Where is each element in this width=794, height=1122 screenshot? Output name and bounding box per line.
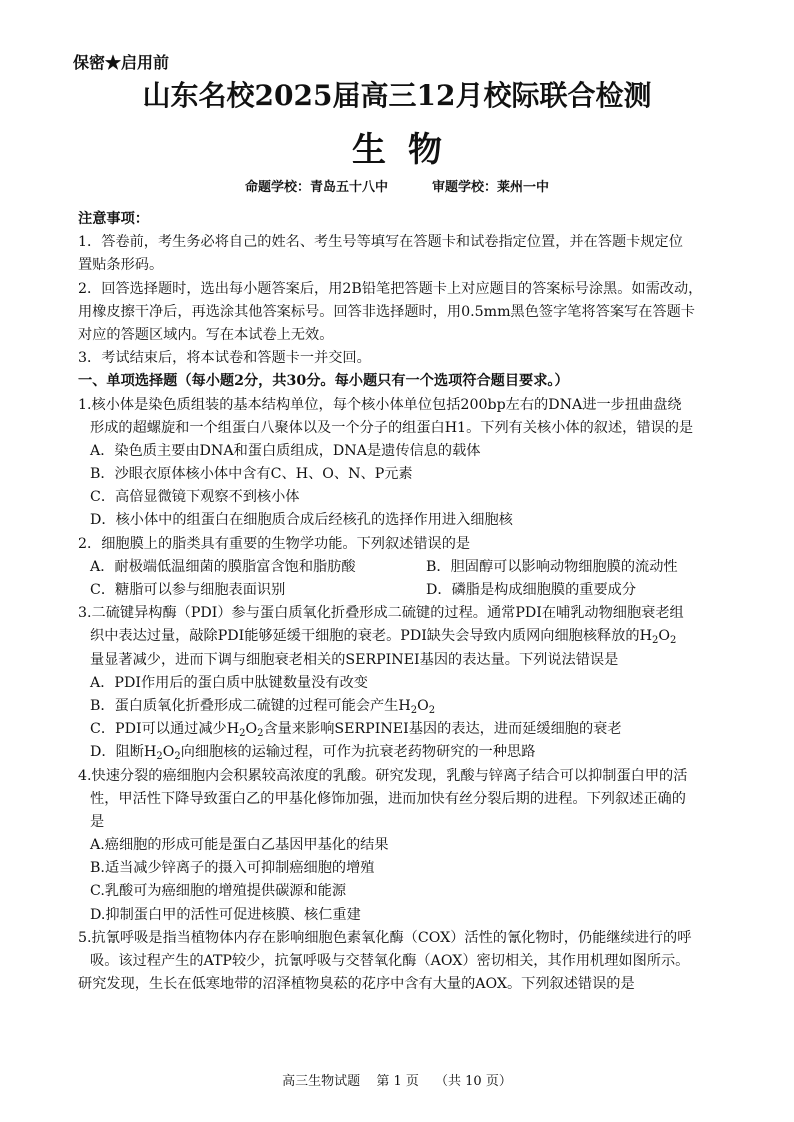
notice-line: 2．回答选择题时，选出每小题答案后，用2B铅笔把答题卡上对应题目的答案标号涂黑。如需改动，: [78, 280, 703, 297]
confidential-label: 保密★启用前: [73, 53, 170, 72]
question-1-option-b: B．沙眼衣原体核小体中含有C、H、O、N、P元素: [90, 466, 413, 483]
question-1-stem: 1.核小体是染色质组装的基本结构单位，每个核小体单位包括200bp左右的DNA进一步扭曲盘绕: [78, 396, 682, 413]
question-5-stem: 吸。该过程产生的ATP较少，抗氰呼吸与交替氧化酶（AOX）密切相关，其作用机理如图所示。: [90, 953, 690, 969]
question-4-option-a: A.癌细胞的形成可能是蛋白乙基因甲基化的结果: [90, 837, 389, 854]
notice-heading: 注意事项：: [78, 211, 149, 227]
notice-line: 置贴条形码。: [78, 257, 164, 274]
question-4-stem: 性，甲活性下降导致蛋白乙的甲基化修饰加强，进而加快有丝分裂后期的进程。下列叙述正确的: [90, 790, 686, 807]
school-info: [0, 176, 794, 195]
question-4-option-d: D.抑制蛋白甲的活性可促进核膜、核仁重建: [90, 906, 361, 923]
notice-line: 1．答卷前，考生务必将自己的姓名、考生号等填写在答题卡和试卷指定位置，并在答题卡规定位: [78, 234, 683, 251]
notice-line: 3．考试结束后，将本试卷和答题卡一并交回。: [78, 350, 371, 367]
question-1-option-a: A．染色质主要由DNA和蛋白质组成，DNA是遗传信息的载体: [90, 442, 481, 459]
subject-title: 生物: [352, 130, 464, 170]
setter-school: 命题学校：青岛五十八中: [244, 180, 388, 195]
reviewer-school: 审题学校：莱州一中: [432, 180, 550, 195]
section-heading: 一、单项选择题（每小题2分，共30分。每小题只有一个选项符合题目要求。）: [78, 373, 569, 390]
question-2-stem: 2．细胞膜上的脂类具有重要的生物学功能。下列叙述错误的是: [78, 535, 471, 552]
question-4-option-c: C.乳酸可为癌细胞的增殖提供碳源和能源: [90, 883, 347, 900]
question-2-option-a: A．耐极端低温细菌的膜脂富含饱和脂肪酸: [90, 558, 356, 575]
footer-paper-name: 高三生物试题: [282, 1074, 361, 1089]
question-2-options-row: [78, 556, 768, 579]
question-5-stem: 5.抗氰呼吸是指当植物体内存在影响细胞色素氧化酶（COX）活性的氰化物时，仍能继续进行的呼: [78, 929, 692, 946]
question-2-option-b: B．胆固醇可以影响动物细胞膜的流动性: [426, 558, 678, 575]
notice-line: 用橡皮擦干净后，再选涂其他答案标号。回答非选择题时，用0.5mm黑色签字笔将答案写在答题卡: [78, 303, 695, 320]
question-2-option-c: C．糖脂可以参与细胞表面识别: [90, 582, 286, 598]
question-1-option-d: D．核小体中的组蛋白在细胞质合成后经核孔的选择作用进入细胞核: [90, 512, 513, 529]
question-4-stem: 是: [90, 813, 105, 830]
question-3-stem: 量显著减少，进而下调与细胞衰老相关的SERPINEI基因的表达量。下列说法错误是: [90, 651, 619, 668]
question-5-stem: 研究发现，生长在低寒地带的沼泽植物臭菘的花序中含有大量的AOX。下列叙述错误的是: [78, 976, 635, 993]
question-3-stem: 织中表达过量，敲除PDI能够延缓干细胞的衰老。PDI缺失会导致内质网向细胞核释放的$H_2O_2$: [90, 628, 677, 647]
question-4-stem: 4.快速分裂的癌细胞内会积累较高浓度的乳酸。研究发现，乳酸与锌离子结合可以抑制蛋白甲的活: [78, 767, 688, 784]
footer-total-pages: （共 10 页）: [435, 1074, 512, 1089]
page-footer: [0, 1070, 794, 1089]
question-2-options-row: [78, 579, 768, 602]
question-1-stem: 形成的超螺旋和一个组蛋白八聚体以及一个分子的组蛋白H1。下列有关核小体的叙述，错误的是: [90, 419, 694, 436]
question-3-stem: 3.二硫键异构酶（PDI）参与蛋白质氧化折叠形成二硫键的过程。通常PDI在哺乳动物细胞衰老组: [78, 605, 684, 622]
question-3-option-b: B．蛋白质氧化折叠形成二硫键的过程可能会产生$H_2O_2$: [90, 697, 436, 716]
question-3-option-d: D．阻断$H_2O_2$向细胞核的运输过程，可作为抗衰老药物研究的一种思路: [90, 744, 536, 763]
exam-title: 山东名校2025届高三12月校际联合检测: [142, 79, 652, 112]
question-3-option-a: A．PDI作用后的蛋白质中肽键数量没有改变: [90, 674, 368, 691]
notice-line: 对应的答题区域内。写在本试卷上无效。: [78, 326, 334, 343]
question-4-option-b: B.适当减少锌离子的摄入可抑制癌细胞的增殖: [90, 860, 375, 877]
question-3-option-c: C．PDI可以通过减少$H_2O_2$含量来影响SERPINEI基因的表达，进而延缓细胞的衰老: [90, 721, 622, 740]
exam-content: [78, 208, 768, 996]
question-2-option-d: D．磷脂是构成细胞膜的重要成分: [426, 582, 637, 598]
question-1-option-c: C．高倍显微镜下观察不到核小体: [90, 489, 300, 506]
footer-page-number: 第 1 页: [376, 1074, 419, 1089]
